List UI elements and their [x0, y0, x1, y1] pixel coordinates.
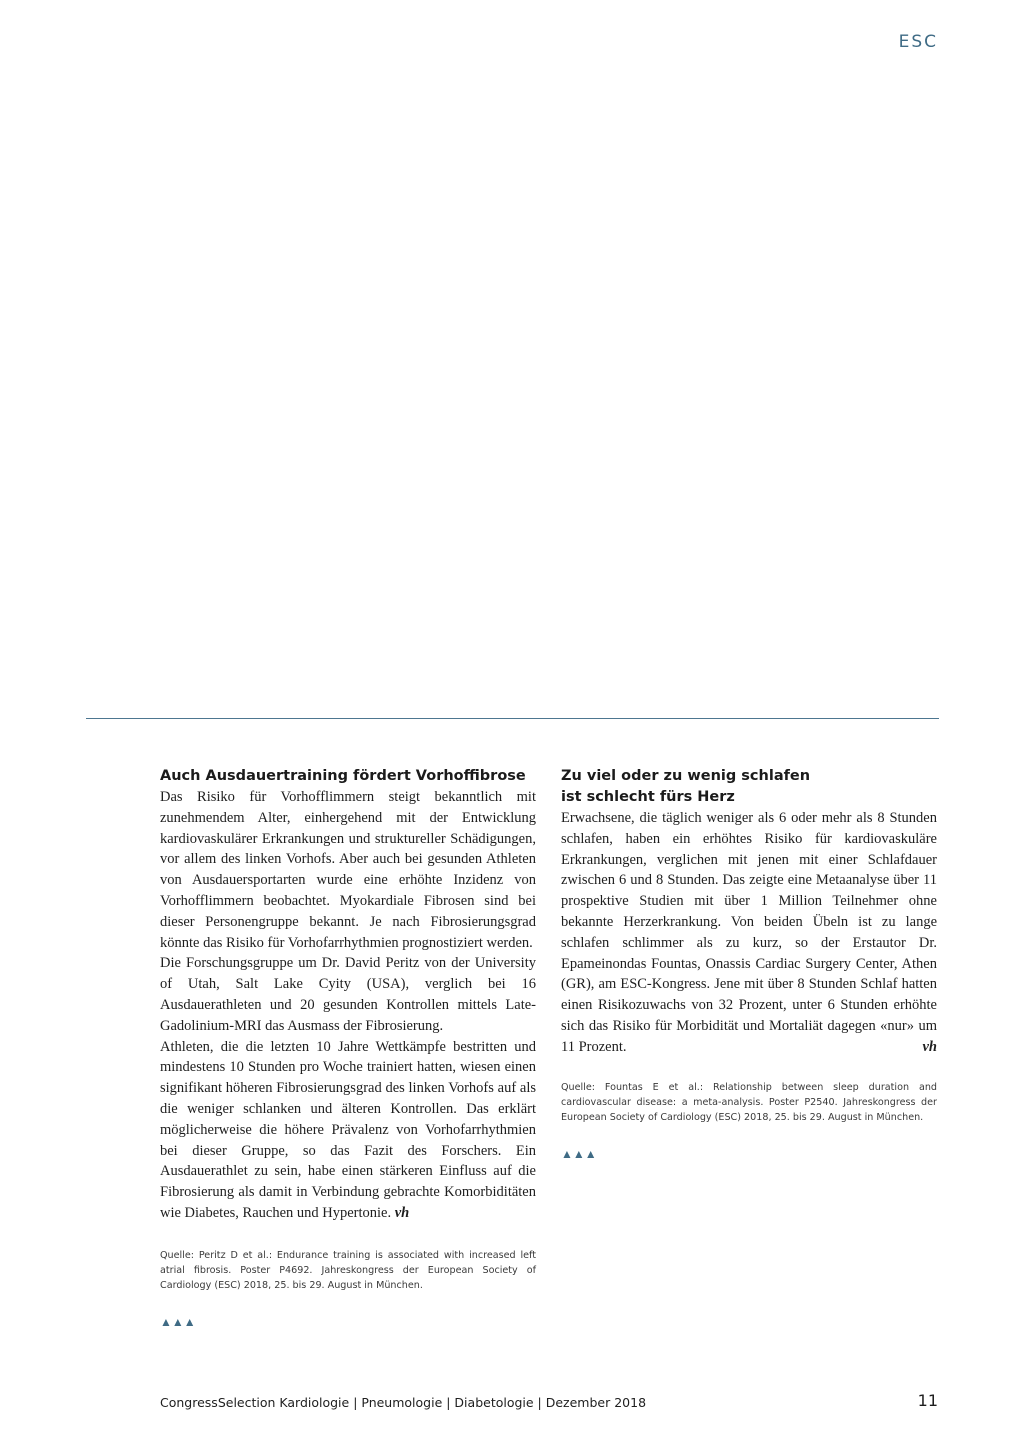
divider-line: [86, 718, 939, 719]
source-citation: Quelle: Peritz D et al.: Endurance training is associated with increased left atrial fibrosis. Poster P4692. Jahreskongress der European Society of Cardiology (ESC) 2018, 25. bis 29. August in München.: [160, 1249, 536, 1291]
article-paragraph: Die Forschungsgruppe um Dr. David Peritz von der University of Utah, Salt Lake Cyity (USA), verglich bei 16 Ausdauerathleten und 20 gesunden Kontrollen mittels Late-Gadolinium-MRI das Ausmass der Fibrosierung.: [160, 955, 536, 1034]
article-paragraph: [561, 808, 937, 1058]
end-mark-icon: ▲▲▲: [160, 1314, 196, 1329]
article-title-line2: ist schlecht fürs Herz: [561, 789, 735, 805]
author-signoff: vh: [394, 1204, 410, 1221]
author-signoff: vh: [922, 1038, 937, 1055]
article-paragraph: Das Risiko für Vorhofflimmern steigt bekanntlich mit zunehmendem Alter, einhergehend mit der Entwicklung kardiovaskulärer Erkrankungen und struktureller Schädigungen, vor allem des linken Vorhofs. Aber auch bei gesunden Athleten von Ausdauersportarten wurde eine erhöhte Inzidenz von Vorhofflimmern beobachtet. Myokardiale Fibrosen sind bei dieser Personengruppe bekannt. Je nach Fibrosierungsgrad könnte das Risiko für Vorhofarrhythmien prognostiziert werden.: [160, 789, 536, 951]
section-tag: ESC: [898, 32, 938, 52]
article-title-line1: Zu viel oder zu wenig schlafen: [561, 768, 811, 784]
paragraph-text: Erwachsene, die täglich weniger als 6 oder mehr als 8 Stunden schlafen, haben ein erhöhtes Risiko für kardiovaskuläre Erkrankungen, verglichen mit jenen mit einer Schlafdauer zwischen 6 und 8 Stunden. Das zeigte eine Metaanalyse über 11 prospektive Studien mit über 1 Million Teilnehmer ohne bekannte Herzerkrankung. Von beiden Übeln ist zu lange schlafen schlimmer als zu kurz, so der Erstautor Dr. Epameinondas Fountas, Onassis Cardiac Surgery Center, Athen (GR), am ESC-Kongress. Jene mit über 8 Stunden Schlaf hatten einen Risikozuwachs von 32 Prozent, unter 6 Stunden erhöhte sich das Risiko für Morbidität und Mortaliät dagegen «nur» um 11 Prozent.: [561, 810, 937, 1055]
publication-footer: CongressSelection Kardiologie | Pneumologie | Diabetologie | Dezember 2018: [160, 1395, 647, 1410]
page-number: 11: [917, 1391, 938, 1410]
article-paragraph: [160, 1037, 536, 1224]
end-mark-icon: ▲▲▲: [561, 1146, 597, 1161]
article-title: Auch Ausdauertraining fördert Vorhoffibrose: [160, 768, 526, 784]
article-sleep-heart: [561, 766, 937, 1162]
source-citation: Quelle: Fountas E et al.: Relationship between sleep duration and cardiovascular disease: a meta-analysis. Poster P2540. Jahreskongress der European Society of Cardiology (ESC) 2018, 25. bis 29. August in München.: [561, 1081, 937, 1123]
article-endurance-fibrosis: [160, 766, 536, 1330]
paragraph-text: Athleten, die die letzten 10 Jahre Wettkämpfe bestritten und mindestens 10 Stunden pro Woche trainiert hatten, wiesen einen signifikant höheren Fibrosierungsgrad des linken Vorhofs auf als die weniger schlanken und älteren Kontrollen. Das erklärt möglicherweise die höhere Prävalenz von Vorhofarrhythmien bei dieser Gruppe, so das Fazit des Forschers. Ein Ausdauerathlet zu sein, habe einen stärkeren Einfluss auf die Fibrosierung als damit in Verbindung gebrachte Komorbiditäten wie Diabetes, Rauchen und Hypertonie.: [160, 1038, 536, 1221]
